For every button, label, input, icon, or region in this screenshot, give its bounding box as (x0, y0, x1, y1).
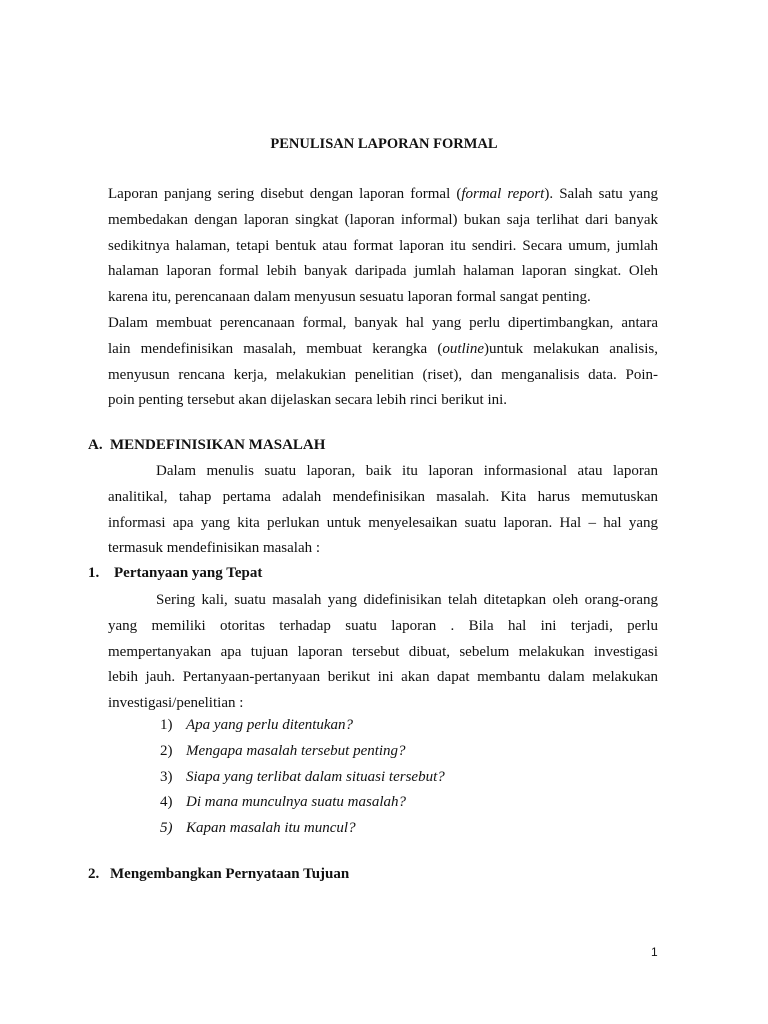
paragraph-line: lain mendefinisikan masalah, membuat kerangka (outline)untuk melakukan analisis, (108, 340, 658, 357)
paragraph-line: analitikal, tahap pertama adalah mendefinisikan masalah. Kita harus memutuskan (108, 488, 658, 505)
subsection-number: 2. (88, 866, 100, 882)
paragraph-line: karena itu, perencanaan dalam menyusun sesuatu laporan formal sangat penting. (108, 289, 591, 306)
intro-paragraph-2 (108, 311, 658, 414)
subsection-2-heading (88, 866, 349, 883)
intro-paragraph-1 (108, 182, 658, 311)
list-item: 2) Mengapa masalah tersebut penting? (160, 742, 406, 759)
paragraph-line: investigasi/penelitian : (108, 695, 244, 712)
paragraph-line: lebih jauh. Pertanyaan-pertanyaan berikut ini akan dapat membantu dalam melakukan (108, 669, 658, 686)
paragraph-line: Sering kali, suatu masalah yang didefinisikan telah ditetapkan oleh orang-orang (156, 592, 658, 608)
section-number: A. (88, 437, 103, 453)
page-title: PENULISAN LAPORAN FORMAL (270, 136, 498, 152)
section-title: MENDEFINISIKAN MASALAH (110, 437, 326, 453)
page-number: 1 (651, 945, 658, 959)
subsection-number: 1. (88, 565, 100, 581)
paragraph-line: menyusun rencana kerja, melakukian penelitian (riset), dan menganalisis data. Poin- (108, 366, 658, 383)
paragraph-line: Dalam menulis suatu laporan, baik itu laporan informasional atau laporan (156, 463, 658, 479)
subsection-1-heading (88, 565, 262, 582)
list-item: 5) Kapan masalah itu muncul? (160, 820, 356, 837)
paragraph-line: informasi apa yang kita perlukan untuk menyelesaikan suatu laporan. Hal – hal yang (108, 514, 658, 531)
section-a-paragraph (108, 459, 658, 562)
list-item: 4) Di mana munculnya suatu masalah? (160, 794, 406, 811)
paragraph-line: sedikitnya halaman, tetapi bentuk atau format laporan itu sendiri. Secara umum, jumlah (108, 237, 658, 254)
paragraph-line: Dalam membuat perencanaan formal, banyak hal yang perlu dipertimbangkan, antara (108, 315, 658, 331)
paragraph-line: Laporan panjang sering disebut dengan laporan formal (formal report). Salah satu yang (108, 186, 659, 202)
list-item: 1) Apa yang perlu ditentukan? (160, 717, 354, 733)
subsection-title: Mengembangkan Pernyataan Tujuan (110, 866, 350, 882)
subsection-1-paragraph (108, 588, 658, 717)
section-a-heading (88, 437, 325, 454)
paragraph-line: yang memiliki otoritas terhadap suatu laporan . Bila hal ini terjadi, perlu (108, 617, 658, 634)
paragraph-line: membedakan dengan laporan singkat (laporan informal) bukan saja terlihat dari banyak (108, 211, 658, 228)
paragraph-line: termasuk mendefinisikan masalah : (108, 540, 321, 557)
question-list (160, 713, 445, 842)
subsection-title: Pertanyaan yang Tepat (114, 565, 263, 581)
paragraph-line: halaman laporan formal lebih banyak daripada jumlah halaman laporan singkat. Oleh (108, 263, 658, 280)
paragraph-line: poin penting tersebut akan dijelaskan secara lebih rinci berikut ini. (108, 392, 508, 409)
paragraph-line: mempertanyakan apa tujuan laporan tersebut dibuat, sebelum melakukan investigasi (108, 643, 658, 660)
list-item: 3) Siapa yang terlibat dalam situasi tersebut? (160, 768, 445, 785)
